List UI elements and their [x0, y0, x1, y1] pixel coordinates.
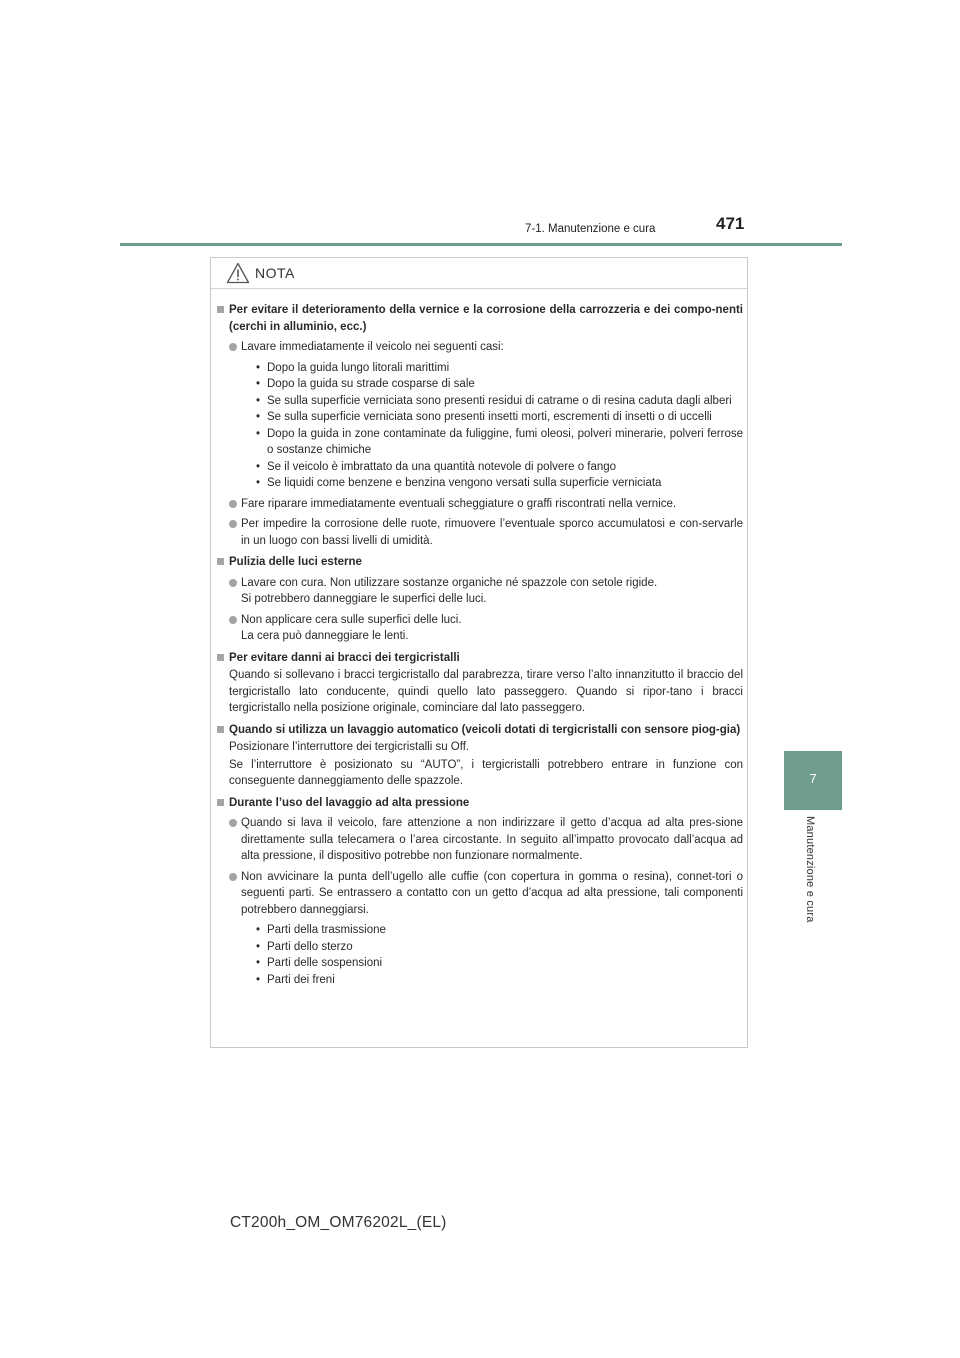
note-box — [210, 257, 748, 1048]
circle-bullet-icon — [229, 500, 237, 508]
bullet-list — [241, 360, 743, 492]
header-rule — [120, 243, 842, 246]
footer-document-code: CT200h_OM_OM76202L_(EL) — [230, 1214, 447, 1231]
bullet-item: • Dopo la guida lungo litorali marittimi — [241, 360, 743, 377]
note-section — [217, 302, 743, 549]
chapter-number: 7 — [809, 771, 817, 786]
section-title: Quando si utilizza un lavaggio automatico (veicoli dotati di tergicristalli con sensore piog-gia) — [229, 723, 741, 736]
note-subitem — [229, 496, 743, 513]
bullet-item: • Dopo la guida in zone contaminate da fuliggine, fumi oleosi, polveri minerarie, polveri ferrose o sostanze chimiche — [241, 426, 743, 459]
section-paragraph: Quando si sollevano i bracci tergicristallo dal parabrezza, tirare verso l’alto innanzitutto il braccio del tergicristallo lato conducente, quindi quello lato passeggero. Quando si ripor-tano i bracci tergicristallo nella posizione originale, cominciare dal lato passeggero. — [229, 669, 743, 714]
subitem-text-continued: La cera può danneggiare le lenti. — [241, 630, 409, 642]
chapter-label: Manutenzione e cura — [804, 816, 816, 923]
bullet-item: • Se sulla superficie verniciata sono presenti insetti morti, escrementi di insetti o di uccelli — [241, 409, 743, 426]
bullet-item: • Se liquidi come benzene e benzina vengono versati sulla superficie verniciata — [241, 475, 743, 492]
circle-bullet-icon — [229, 520, 237, 528]
note-header — [211, 258, 747, 289]
subitem-text: Non avvicinare la punta dell’ugello alle cuffie (con copertura in gomma o resina), connet-tori o seguenti parti. Se entrassero a contatto con un getto d’acqua ad alta pressione, tali componenti potrebbero danneggiarsi. — [241, 870, 743, 916]
subitem-text-continued: Si potrebbero danneggiare le superfici delle luci. — [241, 593, 487, 605]
section-title: Per evitare il deterioramento della vernice e la corrosione della carrozzeria e dei compo-nenti (cerchi in alluminio, ecc.) — [229, 304, 743, 333]
note-section — [217, 650, 743, 717]
page-number: 471 — [716, 214, 745, 233]
square-bullet-icon — [217, 654, 224, 661]
circle-bullet-icon — [229, 819, 237, 827]
note-subitem — [229, 575, 743, 608]
note-section — [217, 554, 743, 645]
section-paragraph: Posizionare l’interruttore dei tergicristalli su Off. — [229, 741, 470, 753]
square-bullet-icon — [217, 558, 224, 565]
note-section — [217, 722, 743, 790]
circle-bullet-icon — [229, 616, 237, 624]
circle-bullet-icon — [229, 579, 237, 587]
chapter-tab — [784, 751, 842, 810]
square-bullet-icon — [217, 726, 224, 733]
note-subitem — [229, 815, 743, 865]
bullet-item: • Parti dello sterzo — [241, 939, 743, 956]
section-title: Per evitare danni ai bracci dei tergicristalli — [229, 651, 460, 664]
warning-triangle-icon — [226, 262, 250, 284]
section-title: Durante l’uso del lavaggio ad alta pressione — [229, 796, 470, 809]
section-paragraph: Se l’interruttore è posizionato su “AUTO”, i tergicristalli potrebbero entrare in funzione con conseguente danneggiamento delle spazzole. — [229, 758, 743, 787]
header-section-title: 7-1. Manutenzione e cura — [525, 223, 656, 235]
note-subitem — [229, 339, 743, 492]
section-title: Pulizia delle luci esterne — [229, 556, 362, 568]
circle-bullet-icon — [229, 873, 237, 881]
subitem-text: Fare riparare immediatamente eventuali scheggiature o graffi riscontrati nella vernice. — [241, 497, 677, 510]
note-title: NOTA — [255, 265, 295, 281]
note-subitem — [229, 612, 743, 645]
bullet-item: • Se sulla superficie verniciata sono presenti residui di catrame o di resina caduta dagli alberi — [241, 393, 743, 410]
subitem-text: Quando si lava il veicolo, fare attenzione a non indirizzare il getto d’acqua ad alta pres-sione direttamente sulla telecamera o l’area circostante. In seguito all’impatto provocato dall’acqua ad alta pressione, il dispositivo potrebbe non funzionare normalmente. — [241, 817, 743, 862]
note-section — [217, 795, 743, 989]
square-bullet-icon — [217, 306, 224, 313]
note-body — [217, 302, 743, 988]
bullet-list — [241, 922, 743, 988]
circle-bullet-icon — [229, 343, 237, 351]
note-subitem — [229, 516, 743, 549]
subitem-text: Lavare con cura. Non utilizzare sostanze organiche né spazzole con setole rigide. — [241, 576, 658, 589]
subitem-text: Per impedire la corrosione delle ruote, rimuovere l’eventuale sporco accumulatosi e con-servarle in un luogo con bassi livelli di umidità. — [241, 518, 743, 547]
square-bullet-icon — [217, 799, 224, 806]
bullet-item: • Parti dei freni — [241, 972, 743, 989]
bullet-item: • Parti della trasmissione — [241, 922, 743, 939]
note-subitem — [229, 869, 743, 989]
bullet-item: • Parti delle sospensioni — [241, 955, 743, 972]
subitem-text: Lavare immediatamente il veicolo nei seguenti casi: — [241, 341, 504, 353]
bullet-item: • Dopo la guida su strade cosparse di sale — [241, 376, 743, 393]
bullet-item: • Se il veicolo è imbrattato da una quantità notevole di polvere o fango — [241, 459, 743, 476]
subitem-text: Non applicare cera sulle superfici delle luci. — [241, 613, 462, 626]
